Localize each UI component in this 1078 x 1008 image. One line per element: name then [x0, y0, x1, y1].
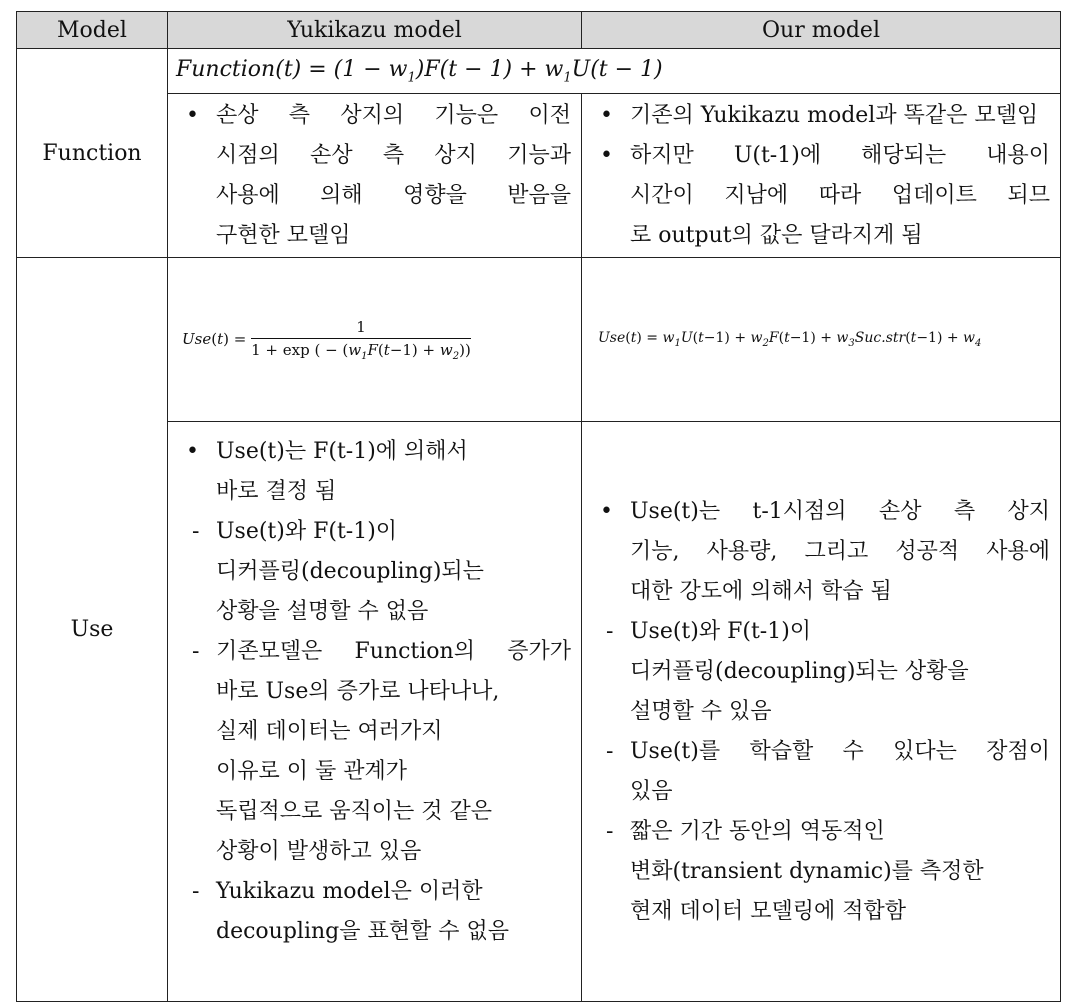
list-item: 대한 강도에 의해서 학습 됨 — [630, 579, 892, 604]
list-item: - 기존모델은 Function의 증가가 — [168, 632, 571, 672]
header-yukikazu: Yukikazu model — [168, 12, 582, 49]
list-item: 독립적으로 움직이는 것 같은 — [216, 799, 493, 824]
list-item: 바로 Use의 증가로 나타나나, — [216, 679, 500, 704]
list-item: 변화(transient dynamic)를 측정한 — [630, 859, 984, 884]
row-label-function: Function — [17, 49, 168, 258]
list-item: 시점의 손상 측 상지 기능과 — [216, 143, 571, 168]
list-item: 디커플링(decoupling)되는 상황을 — [630, 659, 969, 684]
list-item: • 하지만 U(t-1)에 해당되는 내용이 — [582, 136, 1050, 176]
list-item: 상황을 설명할 수 없음 — [216, 599, 429, 624]
use-desc-row — [17, 422, 1061, 1002]
list-item: • 손상 측 상지의 기능은 이전 — [168, 96, 571, 136]
list-item: - Use(t)와 F(t-1)이 — [168, 512, 571, 552]
list-item: • Use(t)는 F(t-1)에 의해서 — [168, 432, 571, 472]
list-item: 있음 — [630, 779, 673, 804]
list-item: • 기존의 Yukikazu model과 똑같은 모델임 — [582, 96, 1050, 136]
list-item: 구현한 모델임 — [216, 223, 351, 248]
function-desc-row — [17, 94, 1061, 258]
use-ours-desc — [582, 422, 1061, 1002]
list-item: - 짧은 기간 동안의 역동적인 — [582, 812, 1050, 852]
use-yukikazu-desc — [168, 422, 582, 1002]
header-row — [17, 12, 1061, 49]
list-item: 기능, 사용량, 그리고 성공적 사용에 — [630, 539, 1050, 564]
list-item: decoupling을 표현할 수 없음 — [216, 919, 509, 944]
list-item: 이유로 이 둘 관계가 — [216, 759, 407, 784]
use-yukikazu-formula: Use(t) = $\frac{1}{1 + \exp ( - (w_1F(t-1) + w_2))}$ — [168, 258, 582, 422]
function-yukikazu-desc — [168, 94, 582, 258]
list-item: 로 output의 값은 달라지게 됨 — [630, 223, 923, 248]
list-item: 바로 결정 됨 — [216, 479, 337, 504]
function-formula-row — [17, 49, 1061, 94]
list-item: 사용에 의해 영향을 받음을 — [216, 183, 571, 208]
list-item: - Use(t)와 F(t-1)이 — [582, 612, 1050, 652]
list-item: - Yukikazu model은 이러한 — [168, 872, 571, 912]
header-ours: Our model — [582, 12, 1061, 49]
use-ours-formula: $Use(t) = w_1U(t-1) + w_2F(t-1) + w_3Suc.str(t-1) + w_4$ — [582, 258, 1061, 422]
list-item: - Use(t)를 학습할 수 있다는 장점이 — [582, 732, 1050, 772]
list-item: 디커플링(decoupling)되는 — [216, 559, 484, 584]
list-item: 현재 데이터 모델링에 적합함 — [630, 899, 907, 924]
list-item: 시간이 지남에 따라 업데이트 되므 — [630, 183, 1050, 208]
list-item: 상황이 발생하고 있음 — [216, 839, 422, 864]
function-formula: Function(t) = $(1 - w_1)F(t - 1) + w_1U(t - 1)$ — [168, 49, 1061, 94]
comparison-table — [16, 11, 1061, 1002]
function-ours-desc — [582, 94, 1061, 258]
row-label-use: Use — [17, 258, 168, 1002]
use-formula-row — [17, 258, 1061, 422]
list-item: 설명할 수 있음 — [630, 699, 772, 724]
list-item: 실제 데이터는 여러가지 — [216, 719, 443, 744]
header-model: Model — [17, 12, 168, 49]
list-item: • Use(t)는 t-1시점의 손상 측 상지 — [582, 492, 1050, 532]
